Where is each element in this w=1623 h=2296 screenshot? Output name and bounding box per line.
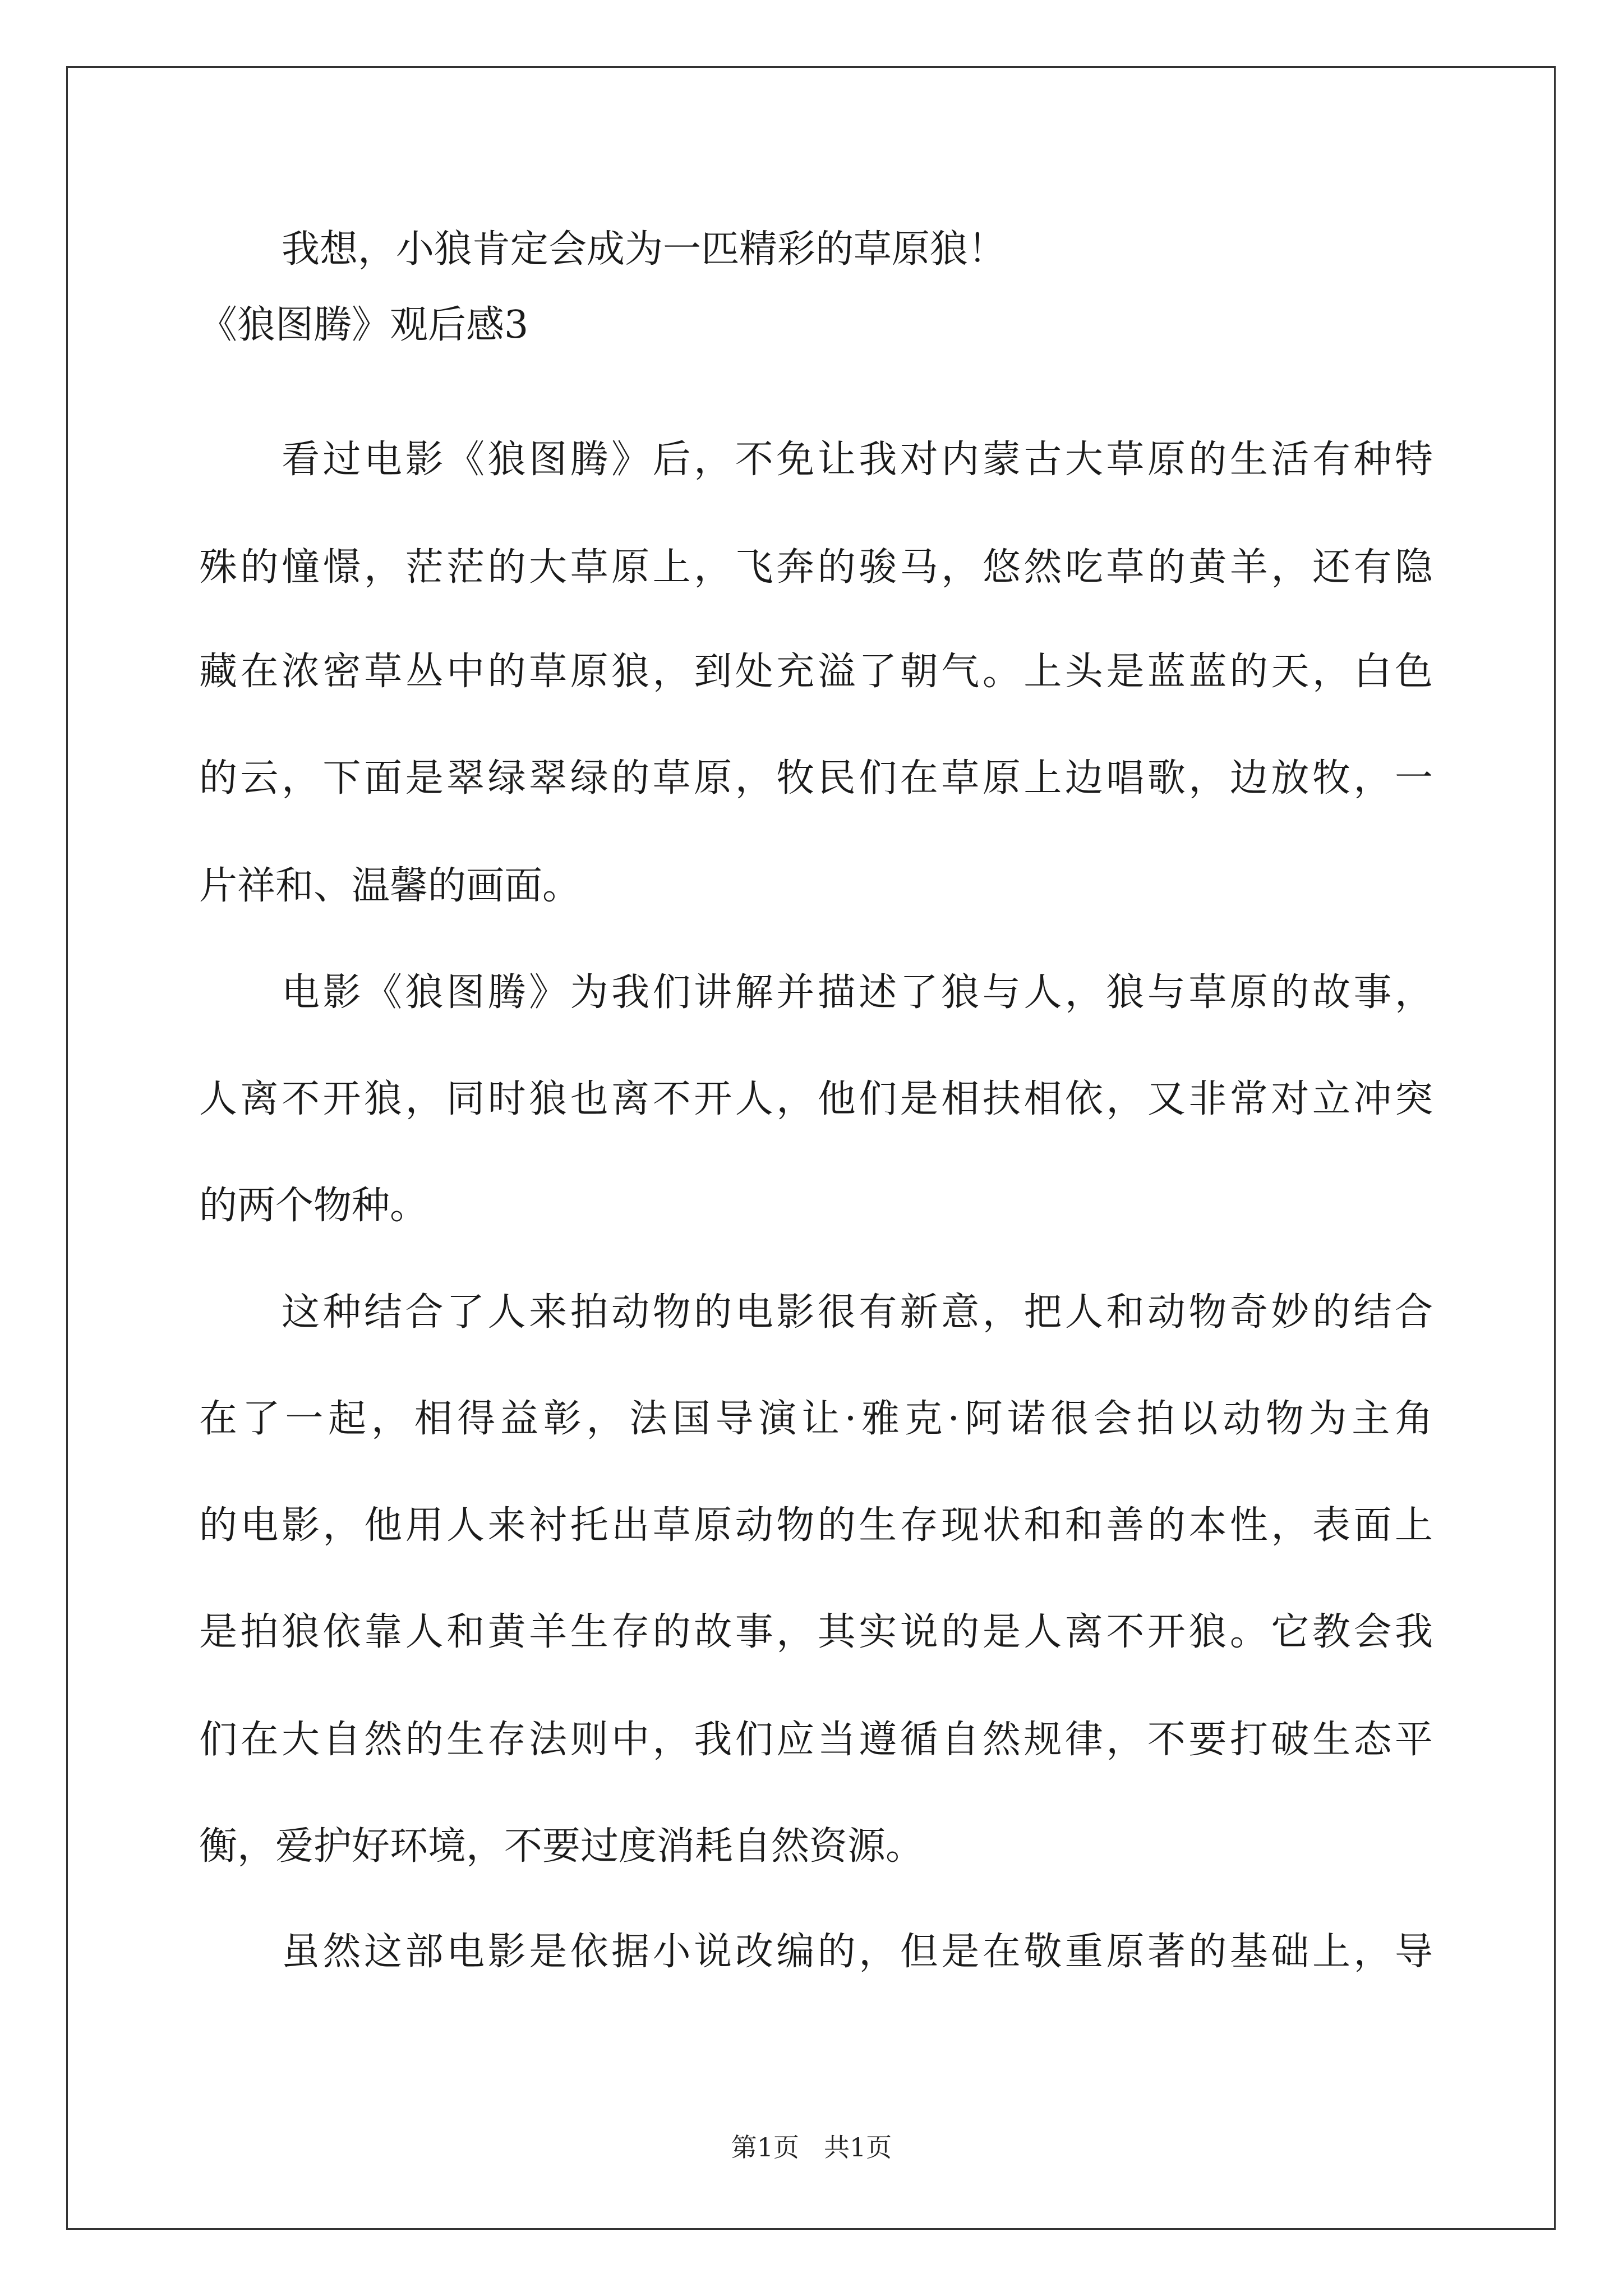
paragraph-line: 人离不开狼，同时狼也离不开人，他们是相扶相依，又非常对立冲突 [199, 1077, 1433, 1121]
paragraph-line: 的云，下面是翠绿翠绿的草原，牧民们在草原上边唱歌，边放牧，一 [199, 756, 1433, 800]
paragraph-line: 这种结合了人来拍动物的电影很有新意，把人和动物奇妙的结合 [282, 1290, 1433, 1335]
paragraph-line: 看过电影《狼图腾》后，不免让我对内蒙古大草原的生活有种特 [282, 438, 1433, 482]
paragraph-line: 虽然这部电影是依据小说改编的，但是在敬重原著的基础上，导 [282, 1930, 1433, 1974]
paragraph-line: 藏在浓密草丛中的草原狼，到处充溢了朝气。上头是蓝蓝的天，白色 [199, 650, 1433, 694]
paragraph-line: 电影《狼图腾》为我们讲解并描述了狼与人，狼与草原的故事， [282, 970, 1433, 1015]
paragraph-line: 的电影，他用人来衬托出草原动物的生存现状和和善的本性，表面上 [199, 1503, 1433, 1548]
paragraph-line: 在了一起，相得益彰，法国导演让·雅克·阿诺很会拍以动物为主角 [199, 1397, 1433, 1441]
paragraph-line: 们在大自然的生存法则中，我们应当遵循自然规律，不要打破生态平 [199, 1718, 1433, 1762]
section-heading: 《狼图腾》观后感3 [199, 303, 529, 347]
paragraph-line: 片祥和、温馨的画面。 [199, 864, 581, 908]
paragraph-line: 的两个物种。 [199, 1184, 428, 1228]
paragraph-line: 是拍狼依靠人和黄羊生存的故事，其实说的是人离不开狼。它教会我 [199, 1610, 1433, 1654]
paragraph-line: 我想，小狼肯定会成为一匹精彩的草原狼！ [282, 227, 1007, 272]
page-number: 第1页 [731, 2132, 800, 2162]
page-total: 共1页 [823, 2132, 892, 2162]
paragraph-line: 殊的憧憬，茫茫的大草原上，飞奔的骏马，悠然吃草的黄羊，还有隐 [199, 545, 1433, 590]
page-border [66, 66, 1556, 2230]
page-footer [0, 2132, 1623, 2163]
paragraph-line: 衡，爱护好环境，不要过度消耗自然资源。 [199, 1824, 924, 1869]
